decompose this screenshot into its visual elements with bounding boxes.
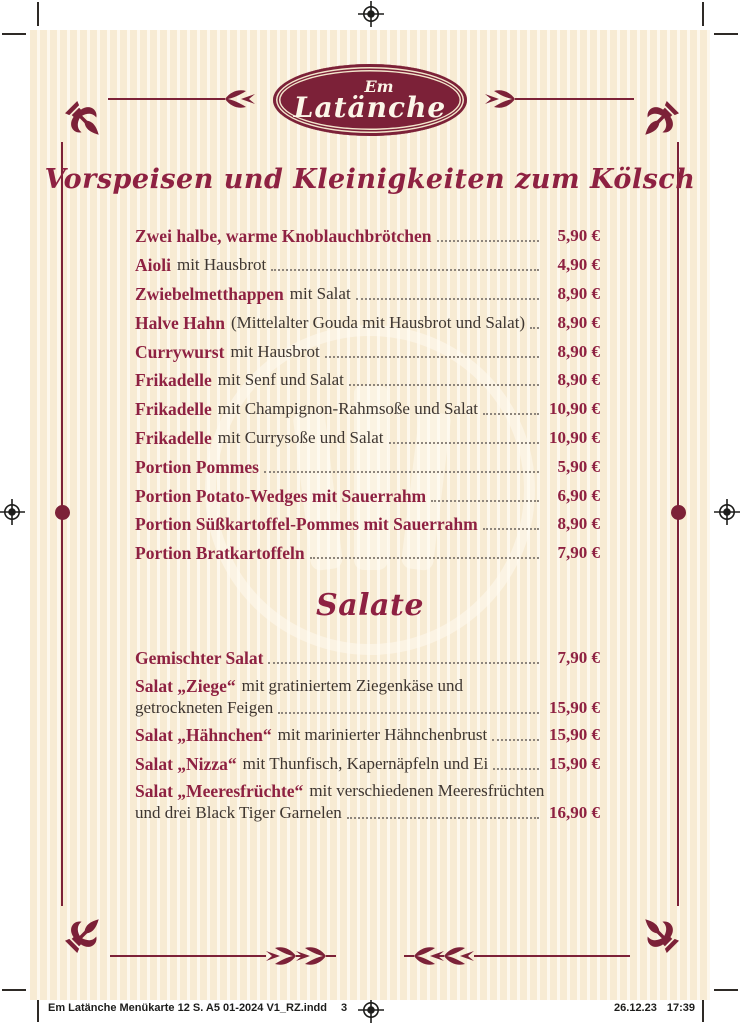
- menu-item-row: [135, 251, 600, 280]
- menu-item-line: [135, 398, 600, 420]
- item-price: 10,90 €: [549, 427, 600, 447]
- item-price: 16,90 €: [549, 803, 600, 823]
- frame-border-right: [677, 142, 679, 906]
- crop-mark: [2, 33, 26, 35]
- footer-time: 17:39: [666, 1002, 695, 1014]
- menu-item-line: [135, 697, 600, 719]
- crop-mark: [37, 998, 39, 1022]
- menu-item-row: [135, 395, 600, 424]
- leaf-arrow-icon: [296, 944, 336, 968]
- item-price: 10,90 €: [549, 399, 600, 419]
- dot-leader: [483, 413, 539, 415]
- item-price: 6,90 €: [557, 485, 600, 505]
- dot-leader: [325, 356, 539, 358]
- item-name: Salat „Ziege“: [135, 675, 236, 696]
- item-name: Frikadelle: [135, 399, 212, 420]
- item-description: mit marinierter Hähnchenbrust: [277, 725, 488, 745]
- item-name: Halve Hahn: [135, 312, 225, 333]
- item-name: Salat „Nizza“: [135, 753, 237, 774]
- item-name: Zwei halbe, warme Knoblauchbrötchen: [135, 226, 432, 247]
- item-price: 5,90 €: [557, 456, 600, 476]
- dot-leader: [278, 712, 539, 714]
- dot-leader: [389, 442, 539, 444]
- frame-border-top: [108, 98, 220, 100]
- item-price: 5,90 €: [557, 226, 600, 246]
- menu-item-row: [135, 424, 600, 453]
- corner-flourish-icon: [58, 908, 110, 960]
- menu-item-row: [135, 481, 600, 510]
- crop-mark: [714, 33, 738, 35]
- crop-mark: [37, 2, 39, 26]
- menu-item-line: [135, 456, 600, 478]
- item-name: Zwiebelmetthappen: [135, 283, 284, 304]
- menu-item-row: [135, 308, 600, 337]
- crop-mark: [702, 2, 704, 26]
- footer-page-number: 3: [340, 1002, 348, 1014]
- border-dot: [55, 505, 70, 520]
- item-description: mit Thunfisch, Kapernäpfeln und Ei: [242, 753, 489, 773]
- item-description: mit Hausbrot: [230, 341, 320, 361]
- corner-flourish-icon: [58, 94, 110, 146]
- registration-mark-icon: [714, 499, 740, 525]
- menu-item-row: [135, 452, 600, 481]
- menu-item-row: [135, 750, 600, 779]
- menu-item-row: [135, 280, 600, 309]
- footer-filename: [48, 1002, 347, 1014]
- item-name: Portion Bratkartoffeln: [135, 543, 305, 564]
- crop-mark: [714, 989, 738, 991]
- menu-list-vorspeisen: [135, 222, 600, 568]
- leaf-arrow-icon: [485, 87, 525, 111]
- item-price: 7,90 €: [557, 648, 600, 668]
- logo-text-line1: Em: [364, 76, 394, 96]
- item-name: Currywurst: [135, 341, 225, 362]
- frame-border-bottom: [110, 955, 266, 957]
- menu-item-line: [135, 780, 600, 802]
- crop-mark: [2, 989, 26, 991]
- dot-leader: [493, 768, 539, 770]
- menu-list-salate: [135, 644, 600, 826]
- item-name: Salat „Hähnchen“: [135, 725, 272, 746]
- item-price: 15,90 €: [549, 725, 600, 745]
- dot-leader: [492, 739, 539, 741]
- menu-item-line: [135, 647, 600, 669]
- menu-item-line: [135, 802, 600, 824]
- menu-page: [30, 30, 710, 1000]
- frame-border-bottom: [474, 955, 630, 957]
- menu-item-line: [135, 675, 600, 697]
- frame-border-top: [522, 98, 634, 100]
- item-name: Salat „Meeresfrüchte“: [135, 781, 304, 802]
- crop-mark: [702, 998, 704, 1022]
- menu-item-line: [135, 312, 600, 334]
- dot-leader: [431, 500, 539, 502]
- menu-item-row: [135, 778, 600, 826]
- menu-item-row: [135, 510, 600, 539]
- leaf-arrow-icon: [434, 944, 474, 968]
- item-name: Aioli: [135, 255, 171, 276]
- item-name: Portion Süßkartoffel-Pommes mit Sauerrahm: [135, 514, 478, 535]
- dot-leader: [347, 817, 539, 819]
- item-name: Gemischter Salat: [135, 648, 264, 669]
- menu-item-line: [135, 542, 600, 564]
- registration-mark-icon: [0, 499, 25, 525]
- item-description: mit Senf und Salat: [217, 370, 344, 390]
- menu-item-row: [135, 337, 600, 366]
- item-description: mit Champignon-Rahmsoße und Salat: [217, 399, 478, 419]
- registration-mark-icon: [358, 1, 384, 27]
- dot-leader: [530, 327, 539, 329]
- item-price: 8,90 €: [557, 283, 600, 303]
- registration-mark-icon: [358, 997, 384, 1023]
- item-name: Portion Potato-Wedges mit Sauerrahm: [135, 485, 427, 506]
- item-description: mit Salat: [289, 283, 351, 303]
- dot-leader: [356, 298, 539, 300]
- section-title-salate: Salate: [316, 588, 424, 623]
- section-title-vorspeisen: Vorspeisen und Kleinigkeiten zum Kölsch: [44, 164, 696, 195]
- menu-item-row: [135, 222, 600, 251]
- item-description: mit gratiniertem Ziegenkäse und: [241, 675, 464, 695]
- menu-item-row: [135, 539, 600, 568]
- menu-item-line: [135, 254, 600, 276]
- footer-datetime: [614, 1002, 695, 1014]
- item-name: Frikadelle: [135, 370, 212, 391]
- restaurant-logo: [273, 64, 467, 136]
- item-price: 8,90 €: [557, 341, 600, 361]
- corner-flourish-icon: [634, 94, 686, 146]
- item-price: 4,90 €: [557, 255, 600, 275]
- frame-border-left: [61, 142, 63, 906]
- menu-item-row: [135, 721, 600, 750]
- menu-item-line: [135, 283, 600, 305]
- dot-leader: [349, 384, 539, 386]
- dot-leader: [483, 528, 539, 530]
- leaf-arrow-icon: [215, 87, 255, 111]
- item-description-continued: getrockneten Feigen: [135, 697, 274, 717]
- item-description: (Mittelalter Gouda mit Hausbrot und Salat): [230, 312, 526, 332]
- item-price: 8,90 €: [557, 312, 600, 332]
- item-name: Portion Pommes: [135, 456, 259, 477]
- dot-leader: [271, 269, 539, 271]
- menu-item-line: [135, 724, 600, 746]
- menu-item-line: [135, 485, 600, 507]
- item-description: mit Hausbrot: [176, 255, 267, 275]
- menu-item-line: [135, 369, 600, 391]
- menu-item-line: [135, 341, 600, 363]
- item-name: Frikadelle: [135, 427, 212, 448]
- item-description-continued: und drei Black Tiger Garnelen: [135, 803, 342, 823]
- dot-leader: [264, 471, 539, 473]
- menu-item-line: [135, 513, 600, 535]
- menu-item-line: [135, 753, 600, 775]
- dot-leader: [268, 662, 539, 664]
- item-price: 8,90 €: [557, 514, 600, 534]
- menu-item-row: [135, 644, 600, 673]
- item-description: mit Currysoße und Salat: [217, 427, 384, 447]
- dot-leader: [437, 240, 539, 242]
- menu-item-row: [135, 673, 600, 721]
- item-price: 15,90 €: [549, 753, 600, 773]
- corner-flourish-icon: [634, 908, 686, 960]
- logo-text-line2: Latänche: [293, 90, 447, 124]
- item-description: mit verschiedenen Meeresfrüchten: [309, 781, 545, 801]
- footer-filename-text: Em Latänche Menükarte 12 S. A5 01-2024 V1_RZ.indd: [48, 1002, 327, 1014]
- item-price: 8,90 €: [557, 370, 600, 390]
- dot-leader: [310, 557, 539, 559]
- item-price: 15,90 €: [549, 697, 600, 717]
- item-price: 7,90 €: [557, 543, 600, 563]
- border-dot: [671, 505, 686, 520]
- footer-date: 26.12.23: [614, 1002, 657, 1014]
- menu-item-line: [135, 427, 600, 449]
- menu-item-line: [135, 225, 600, 247]
- menu-item-row: [135, 366, 600, 395]
